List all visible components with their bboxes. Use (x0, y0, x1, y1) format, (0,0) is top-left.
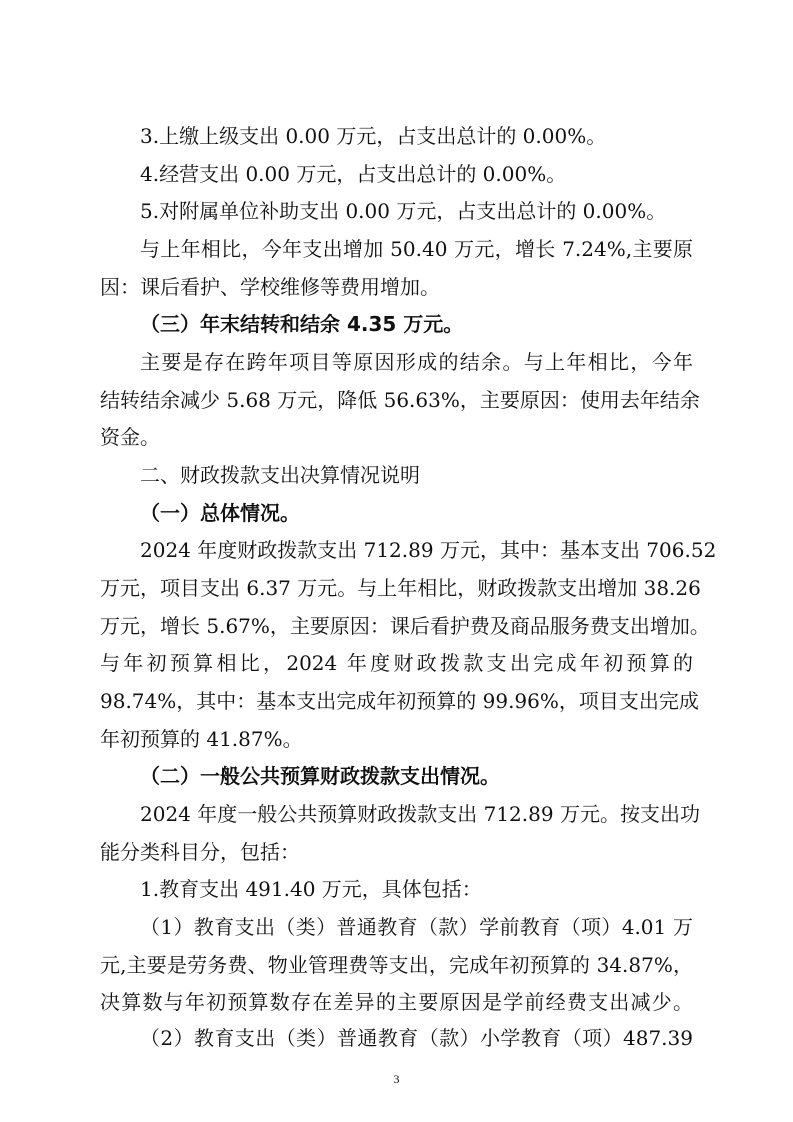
paragraph-line: 3.上缴上级支出 0.00 万元，占支出总计的 0.00%。 (140, 124, 607, 148)
paragraph-line: 元,主要是劳务费、物业管理费等支出，完成年初预算的 34.87%， (100, 953, 693, 977)
paragraph-line: 结转结余减少 5.68 万元，降低 56.63%，主要原因：使用去年结余 (100, 388, 700, 412)
section-heading: （三）年末结转和结余 4.35 万元。 (140, 312, 464, 336)
paragraph-line: 2024 年度一般公共预算财政拨款支出 712.89 万元。按支出功 (140, 802, 700, 826)
section-heading: （二）一般公共预算财政拨款支出情况。 (140, 764, 500, 788)
paragraph-line: 98.74%，其中：基本支出完成年初预算的 99.96%，项目支出完成 (100, 689, 699, 713)
page-number: 3 (393, 1072, 400, 1086)
paragraph-line: 5.对附属单位补助支出 0.00 万元，占支出总计的 0.00%。 (140, 199, 667, 223)
paragraph-line: （2）教育支出（类）普通教育（款）小学教育（项）487.39 (140, 1026, 693, 1050)
paragraph-line: 决算数与年初预算数存在差异的主要原因是学前经费支出减少。 (100, 990, 693, 1014)
paragraph-line: 因：课后看护、学校维修等费用增加。 (100, 275, 440, 299)
paragraph-line: 能分类科目分，包括： (100, 840, 300, 864)
paragraph-line: 年初预算的 41.87%。 (100, 727, 303, 751)
paragraph-line: 万元，增长 5.67%，主要原因：课后看护费及商品服务费支出增加。 (100, 614, 710, 638)
paragraph-line: 1.教育支出 491.40 万元，具体包括： (140, 877, 482, 901)
paragraph-line: 主要是存在跨年项目等原因形成的结余。与上年相比，今年 (140, 350, 693, 374)
paragraph-line: 资金。 (100, 425, 160, 449)
paragraph-line: 2024 年度财政拨款支出 712.89 万元，其中：基本支出 706.52 (140, 538, 717, 562)
paragraph-line: 万元，项目支出 6.37 万元。与上年相比，财政拨款支出增加 38.26 (100, 576, 701, 600)
paragraph-line: （1）教育支出（类）普通教育（款）学前教育（项）4.01 万 (140, 915, 693, 939)
paragraph-line: 与上年相比，今年支出增加 50.40 万元，增长 7.24%,主要原 (140, 237, 693, 261)
paragraph-line: 4.经营支出 0.00 万元，占支出总计的 0.00%。 (140, 162, 567, 186)
paragraph-line: 与年初预算相比，2024 年度财政拨款支出完成年初预算的 (100, 651, 693, 675)
section-heading: （一）总体情况。 (140, 501, 300, 525)
section-heading: 二、财政拨款支出决算情况说明 (140, 463, 420, 487)
